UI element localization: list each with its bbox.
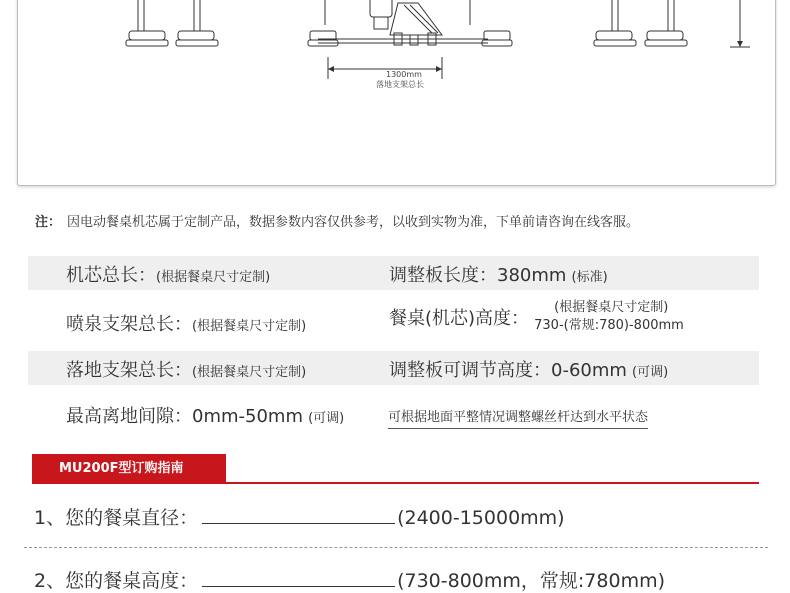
disclaimer-note [35, 211, 639, 230]
spec-floor-label: 落地支架总长： [66, 360, 192, 381]
spec-core-length-label: 机芯总长： [66, 265, 156, 286]
dimension-length: 1300mm [386, 70, 422, 79]
spec-core-length [66, 261, 270, 287]
spec-table-height-label: 餐桌(机芯)高度： [389, 308, 530, 329]
technical-drawing [17, 0, 776, 186]
spec-adjust-height-label: 调整板可调节高度： [389, 360, 551, 381]
spec-plate-length-label: 调整板长度： [389, 265, 497, 286]
question-height-label: 2、您的餐桌高度： [34, 570, 199, 592]
dashed-separator [24, 547, 768, 548]
question-diameter-range: (2400-15000mm) [397, 507, 565, 529]
spec-table-height-value: 730-(常规:780)-800mm [534, 318, 684, 333]
height-answer-blank[interactable] [202, 569, 395, 587]
spec-core-length-value: (根据餐桌尺寸定制) [156, 270, 271, 285]
spec-clearance [66, 402, 344, 428]
spec-plate-length-value: 380mm [497, 265, 567, 286]
spec-fountain-value: (根据餐桌尺寸定制) [192, 319, 307, 334]
diameter-answer-blank[interactable] [202, 506, 395, 524]
question-height [34, 566, 665, 593]
spec-clearance-value: 0mm-50mm [192, 406, 303, 427]
spec-plate-length [389, 261, 608, 287]
spec-plate-length-note: (标准) [571, 270, 608, 285]
spec-table-height-note: (根据餐桌尺寸定制) [554, 300, 669, 315]
question-height-range: (730-800mm，常规:780mm) [397, 570, 666, 592]
clearance-remark: 可根据地面平整情况调整螺丝杆达到水平状态 [388, 406, 648, 429]
note-prefix: 注： [35, 215, 62, 230]
note-text: 因电动餐桌机芯属于定制产品，数据参数内容仅供参考，以收到实物为准，下单前请咨询在线客服。 [67, 215, 640, 230]
spec-adjust-height-note: (可调) [632, 365, 669, 380]
spec-clearance-label: 最高离地间隙： [66, 406, 192, 427]
spec-adjust-height [389, 356, 668, 382]
spec-table-height [389, 299, 684, 335]
spec-fountain-label: 喷泉支架总长： [66, 314, 192, 335]
spec-floor-value: (根据餐桌尺寸定制) [192, 365, 307, 380]
spec-clearance-note: (可调) [308, 411, 345, 426]
spec-fountain [66, 310, 306, 336]
spec-floor [66, 356, 306, 382]
guide-title: MU200F型订购指南 [32, 454, 226, 483]
spec-adjust-height-value: 0-60mm [551, 360, 627, 381]
question-diameter-label: 1、您的餐桌直径： [34, 507, 199, 529]
question-diameter [34, 503, 565, 530]
frame-diagram [18, 0, 777, 187]
dimension-label: 落地支架总长 [376, 80, 424, 89]
spec-table-height-stack [534, 299, 684, 335]
